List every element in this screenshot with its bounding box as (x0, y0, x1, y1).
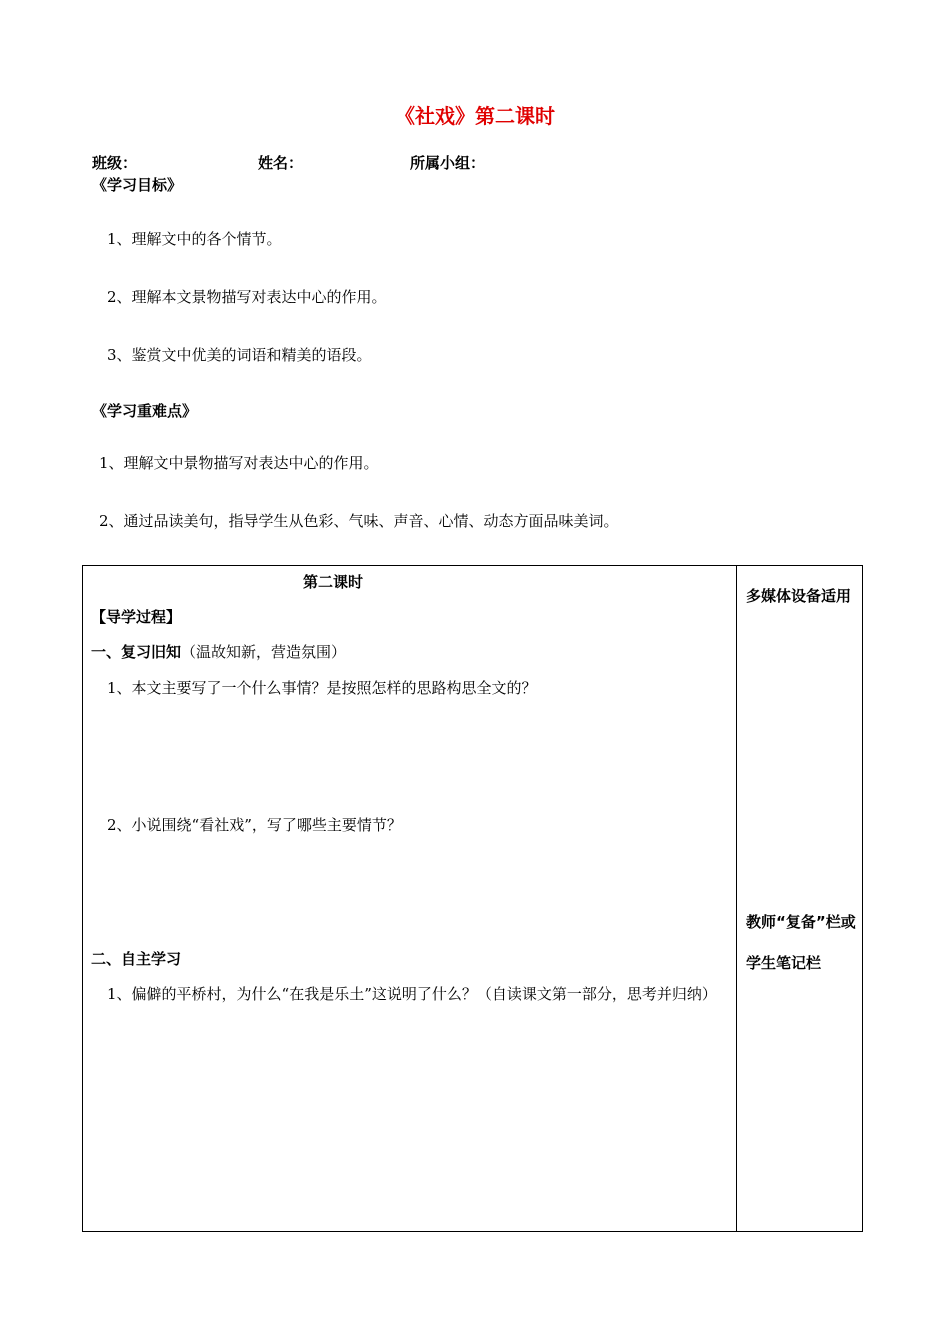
difficulties-heading: 《学习重难点》 (92, 402, 198, 420)
question-1: 1、本文主要写了一个什么事情？是按照怎样的思路构思全文的？ (107, 679, 537, 697)
goal-item: 1、理解文中的各个情节。 (107, 230, 282, 248)
difficulty-item: 2、通过品读美句，指导学生从色彩、气味、声音、心情、动态方面品味美词。 (99, 512, 619, 530)
lesson-table (82, 565, 863, 1232)
lesson-heading: 第二课时 (303, 573, 364, 591)
column-divider (736, 566, 737, 1231)
question-3: 1、偏僻的平桥村，为什么“在我是乐土”这说明了什么？（自读课文第一部分，思考并归纳） (107, 985, 717, 1003)
section2-title: 二、自主学习 (91, 950, 182, 968)
process-heading: 【导学过程】 (91, 608, 182, 626)
document-title: 《社戏》第二课时 (395, 104, 555, 128)
section1-note: （温故知新，营造氛围） (181, 643, 347, 661)
group-label: 所属小组： (410, 154, 486, 172)
class-label: 班级： (92, 154, 138, 172)
goal-item: 3、鉴赏文中优美的词语和精美的语段。 (107, 346, 372, 364)
side-note-media: 多媒体设备适用 (746, 587, 852, 605)
section1-title: 一、复习旧知 (91, 643, 182, 661)
side-note-teacher: 教师“复备”栏或学生笔记栏 (746, 913, 856, 972)
section1-line (91, 641, 346, 662)
difficulty-item: 1、理解文中景物描写对表达中心的作用。 (99, 454, 379, 472)
goal-item: 2、理解本文景物描写对表达中心的作用。 (107, 288, 387, 306)
name-label: 姓名： (258, 154, 304, 172)
goals-heading: 《学习目标》 (92, 176, 183, 194)
question-2: 2、小说围绕“看社戏”，写了哪些主要情节？ (107, 816, 402, 834)
